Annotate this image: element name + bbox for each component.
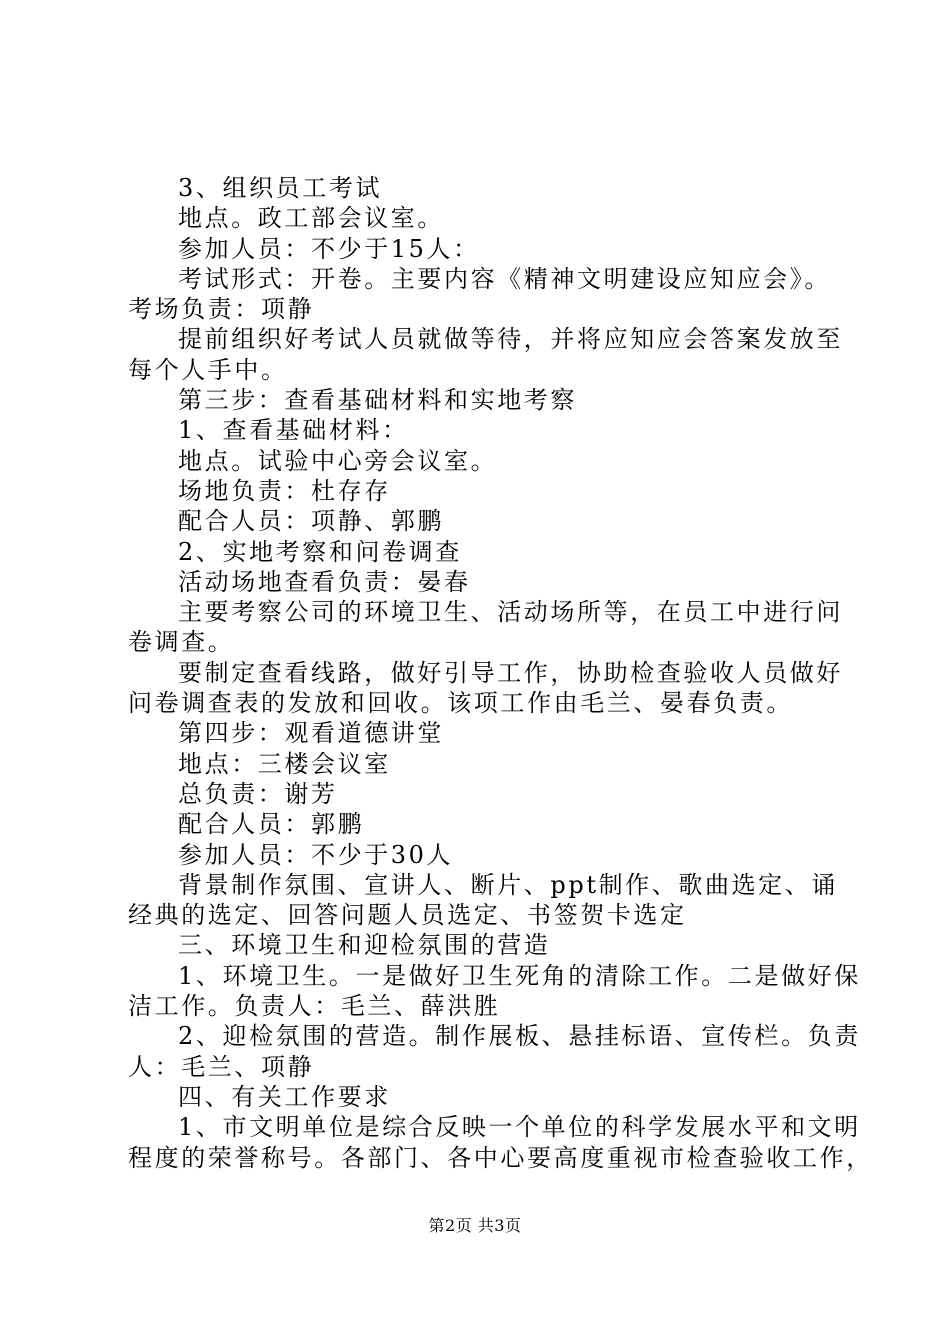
document-line: 问卷调查表的发放和回收。该项工作由毛兰、晏春负责。: [128, 689, 793, 718]
document-line: 参加人员：不少于15人：: [178, 234, 480, 263]
document-line: 地点：三楼会议室: [178, 749, 391, 778]
document-line: 程度的荣誉称号。各部门、各中心要高度重视市检查验收工作，: [128, 1143, 873, 1172]
document-line: 考场负责：项静: [128, 295, 315, 324]
document-line: 每个人手中。: [128, 355, 288, 384]
document-body: [128, 173, 873, 1173]
document-line: 地点。试验中心旁会议室。: [178, 446, 498, 475]
document-line: 四、有关工作要求: [178, 1082, 391, 1111]
document-line: 总负责：谢芳: [178, 779, 338, 808]
document-line: 1、市文明单位是综合反映一个单位的科学发展水平和文明: [178, 1113, 861, 1142]
document-line: 场地负责：杜存存: [178, 476, 391, 505]
document-line: 卷调查。: [128, 628, 235, 657]
document-line: 配合人员：郭鹏: [178, 810, 365, 839]
document-line: 2、实地考察和问卷调查: [178, 537, 462, 566]
document-line: 3、组织员工考试: [178, 174, 383, 202]
document-line: 考试形式：开卷。主要内容《精神文明建设应知应会》。: [178, 264, 831, 293]
document-line: 提前组织好考试人员就做等待，并将应知应会答案发放至: [178, 325, 843, 354]
document-line: 三、环境卫生和迎检氛围的营造: [178, 931, 551, 960]
document-line: 第三步：查看基础材料和实地考察: [178, 386, 577, 415]
page-footer: 第2页 共3页: [428, 1216, 522, 1235]
document-line: 主要考察公司的环境卫生、活动场所等，在员工中进行问: [178, 598, 843, 627]
document-line: 参加人员：不少于30人: [178, 840, 454, 869]
document-line: 人：毛兰、项静: [128, 1052, 315, 1081]
document-line: 2、迎检氛围的营造。制作展板、悬挂标语、宣传栏。负责: [178, 1022, 861, 1051]
document-line: 配合人员：项静、郭鹏: [178, 507, 444, 536]
document-line: 要制定查看线路，做好引导工作，协助检查验收人员做好: [178, 658, 843, 687]
document-line: 经典的选定、回答问题人员选定、书签贺卡选定: [128, 901, 687, 930]
document-line: 1、环境卫生。一是做好卫生死角的清除工作。二是做好保: [178, 961, 861, 990]
document-line: 第四步：观看道德讲堂: [178, 719, 444, 748]
document-line: 地点。政工部会议室。: [178, 204, 444, 233]
document-line: 洁工作。负责人：毛兰、薛洪胜: [128, 992, 501, 1021]
document-line: 1、查看基础材料：: [178, 416, 409, 445]
document-line: 背景制作氛围、宣讲人、断片、ppt制作、歌曲选定、诵: [178, 870, 838, 899]
document-line: 活动场地查看负责：晏春: [178, 567, 471, 596]
